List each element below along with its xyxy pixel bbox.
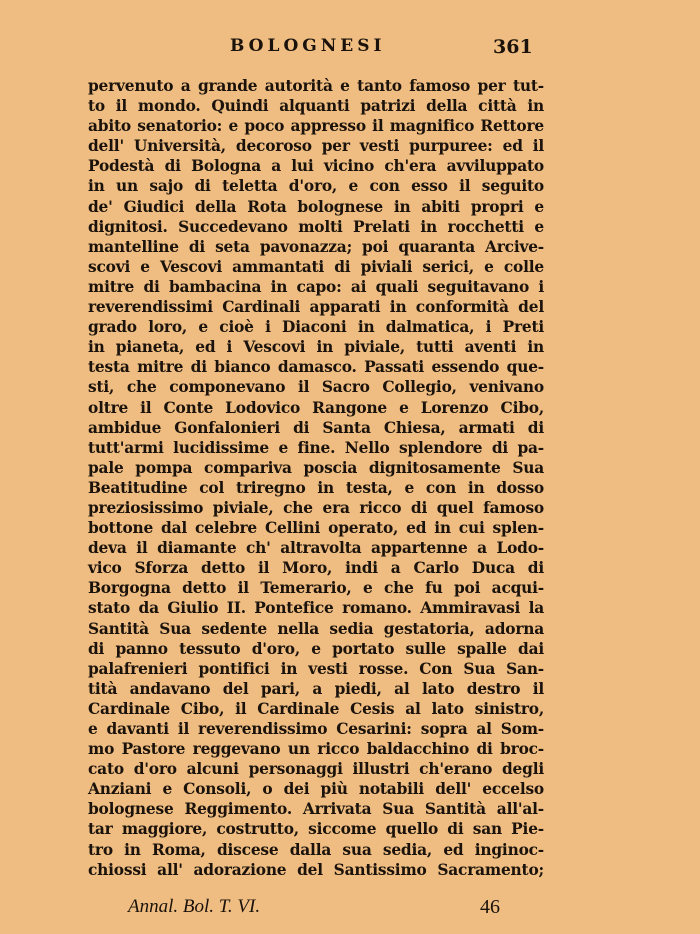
text-line: Anziani e Consoli, o dei più notabili dell' eccelso bbox=[88, 780, 544, 799]
text-line: testa mitre di bianco damasco. Passati essendo que- bbox=[88, 358, 544, 377]
text-line: tità andavano del pari, a piedi, al lato destro il bbox=[88, 679, 544, 698]
body-text bbox=[88, 76, 544, 880]
text-line: bottone dal celebre Cellini operato, ed in cui splen- bbox=[88, 519, 544, 538]
text-line: tar maggiore, costrutto, siccome quello di san Pie- bbox=[88, 820, 544, 839]
text-line: dell' Università, decoroso per vesti purpuree: ed il bbox=[88, 137, 544, 156]
text-line: Santità Sua sedente nella sedia gestatoria, adorna bbox=[88, 619, 544, 638]
text-line: pervenuto a grande autorità e tanto famoso per tut- bbox=[88, 77, 544, 95]
text-line: in pianeta, ed i Vescovi in piviale, tutti aventi in bbox=[88, 338, 544, 357]
signature-line: Annal. Bol. T. VI. bbox=[128, 896, 261, 917]
text-line: di panno tessuto d'oro, e portato sulle spalle dai bbox=[88, 639, 544, 658]
text-line: pale pompa compariva poscia dignitosamente Sua bbox=[88, 458, 544, 477]
text-line: scovi e Vescovi ammantati di piviali serici, e colle bbox=[88, 257, 544, 276]
text-line: Podestà di Bologna a lui vicino ch'era avviluppato bbox=[88, 157, 544, 176]
text-line: Cardinale Cibo, il Cardinale Cesis al lato sinistro, bbox=[88, 699, 544, 718]
running-head bbox=[0, 36, 700, 60]
text-line: palafrenieri pontifici in vesti rosse. Con Sua San- bbox=[88, 659, 544, 678]
text-line: sti, che componevano il Sacro Collegio, venivano bbox=[88, 378, 544, 397]
text-line: de' Giudici della Rota bolognese in abiti propri e bbox=[88, 197, 544, 216]
text-line: dignitosi. Succedevano molti Prelati in rocchetti e bbox=[88, 217, 544, 236]
text-line: mantelline di seta pavonazza; poi quaranta Arcive- bbox=[88, 237, 544, 256]
text-line: stato da Giulio II. Pontefice romano. Ammiravasi la bbox=[88, 599, 544, 618]
text-line: cato d'oro alcuni personaggi illustri ch'erano degli bbox=[88, 760, 544, 779]
text-line: reverendissimi Cardinali apparati in conformità del bbox=[88, 298, 544, 317]
text-line: preziosissimo piviale, che era ricco di quel famoso bbox=[88, 498, 544, 517]
text-line: Borgogna detto il Temerario, e che fu poi acqui- bbox=[88, 579, 544, 598]
text-line: ambidue Gonfalonieri di Santa Chiesa, armati di bbox=[88, 418, 544, 437]
text-line: tro in Roma, discese dalla sua sedia, ed inginoc- bbox=[88, 840, 544, 859]
running-title: BOLOGNESI bbox=[230, 36, 386, 56]
text-line: in un sajo di teletta d'oro, e con esso il seguito bbox=[88, 177, 544, 196]
page-footer bbox=[0, 896, 700, 922]
text-line: mo Pastore reggevano un ricco baldacchino di broc- bbox=[88, 740, 544, 759]
text-line: mitre di bambacina in capo: ai quali seguitavano i bbox=[88, 277, 544, 296]
text-line: abito senatorio: e poco appresso il magnifico Rettore bbox=[88, 117, 544, 136]
text-line: to il mondo. Quindi alquanti patrizi della città in bbox=[88, 97, 544, 116]
text-line: tutt'armi lucidissime e fine. Nello splendore di pa- bbox=[88, 438, 544, 457]
text-line: deva il diamante ch' altravolta appartenne a Lodo- bbox=[88, 539, 544, 558]
page-number: 361 bbox=[493, 36, 533, 58]
text-line: e davanti il reverendissimo Cesarini: sopra al Som- bbox=[88, 720, 544, 738]
signature-mark: 46 bbox=[480, 896, 500, 918]
text-line: grado loro, e cioè i Diaconi in dalmatica, i Preti bbox=[88, 318, 544, 337]
text-line: vico Sforza detto il Moro, indi a Carlo Duca di bbox=[88, 559, 544, 578]
text-line: chiossi all' adorazione del Santissimo Sacramento; bbox=[88, 860, 544, 879]
text-line: Beatitudine col triregno in testa, e con in dosso bbox=[88, 478, 544, 497]
text-line: oltre il Conte Lodovico Rangone e Lorenzo Cibo, bbox=[88, 398, 544, 417]
text-line: bolognese Reggimento. Arrivata Sua Santità all'al- bbox=[88, 800, 544, 819]
